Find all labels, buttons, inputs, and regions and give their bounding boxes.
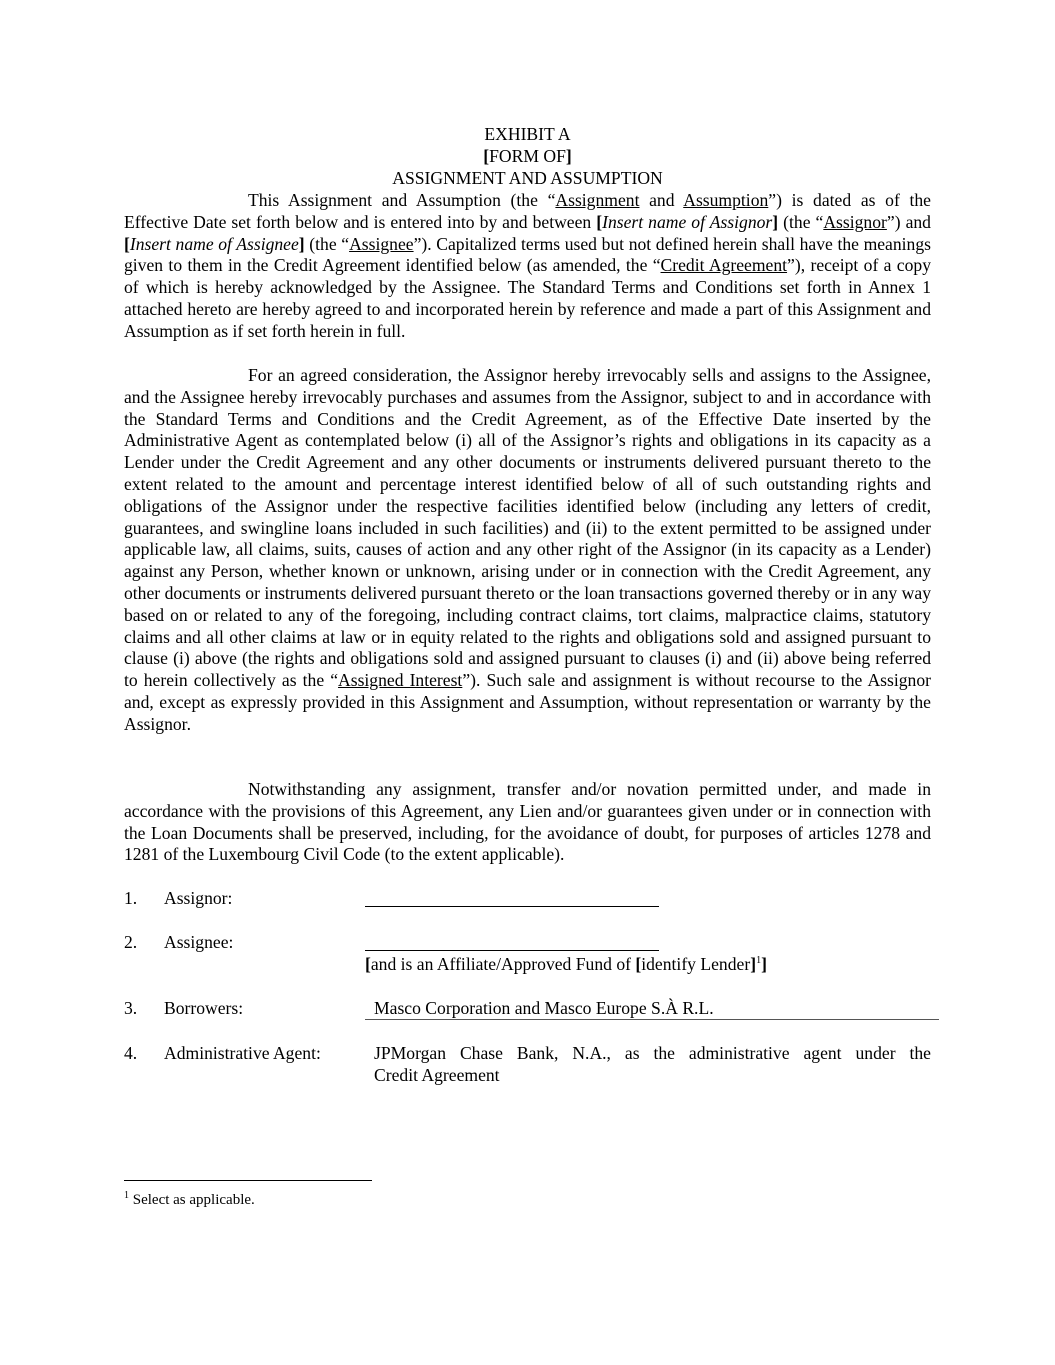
form-of-title: [FORM OF]	[483, 146, 572, 166]
document-title: ASSIGNMENT AND ASSUMPTION	[392, 168, 663, 188]
defined-term-assumption: Assumption	[683, 190, 769, 210]
affiliate-note-text: and is an Affiliate/Approved Fund of	[370, 954, 636, 974]
footnote-mark: 1	[124, 1190, 129, 1201]
luxembourg-paragraph	[124, 779, 931, 866]
defined-term-assignment: Assignment	[555, 190, 640, 210]
item-label: Borrowers:	[164, 998, 244, 1018]
p1-text-i: ”) and	[886, 211, 931, 232]
item-label: Administrative Agent:	[164, 1043, 321, 1063]
item-assignor	[124, 888, 939, 910]
item-number: 4.	[124, 1043, 138, 1063]
admin-agent-value-line1: JPMorgan Chase Bank, N.A., as the administrative agent under the	[374, 1043, 931, 1063]
p1-text-g: (the “	[778, 211, 824, 232]
affiliate-note: [and is an Affiliate/Approved Fund of [identify Lender]$^1$]	[365, 954, 767, 974]
defined-term-assigned-interest: Assigned Interest	[338, 670, 463, 691]
item-label: Assignee:	[164, 932, 234, 952]
footnote-reference[interactable]: 1	[756, 955, 762, 967]
defined-term-assignor: Assignor	[823, 211, 887, 232]
item-number: 1.	[124, 888, 138, 908]
item-label: Assignor:	[164, 888, 233, 908]
footnote	[124, 1191, 255, 1209]
p1-text-e: ”) is dated as of the Effective Date set forth below and is entered into by and between	[124, 190, 931, 232]
footnote-separator	[124, 1180, 372, 1181]
admin-agent-value-line2: Credit Agreement	[374, 1065, 500, 1085]
form-of-text: FORM OF	[489, 146, 566, 166]
p3-text-a: Notwithstanding any assignment, transfer and/or novation permitted under, and made in accordance with the provisions of this Agreement, any Lien and/or guarantees given under or in connection with the Loan Documents shall be preserved, including, for the avoidance of doubt, for purposes of articles 1278 and 1281 of the Luxembourg Civil Code (to the extent applicable).	[124, 779, 931, 865]
p2-text-a: For an agreed consideration, the Assignor hereby irrevocably sells and assigns to the Assignee, and the Assignee hereby irrevocably purchases and assumes from the Assignor, subject to and in accordance with the Standard Terms and Conditions and the Credit Agreement, as of the Effective Date inserted by the Administrative Agent as contemplated below (i) all of the Assignor’s rights and obligations in its capacity as a Lender under the Credit Agreement and any other documents or instruments delivered pursuant thereto to the extent related to the amount and percentage interest identified below of all of such outstanding rights and obligations of the Assignor under the respective facilities identified below (including any letters of credit, guarantees, and swingline loans included in such facilities) and (ii) to the extent permitted to be assigned under applicable law, all claims, suits, causes of action and any other right of the Assignor (in its capacity as a Lender) against any Person, whether known or unknown, arising under or in connection with the Credit Agreement, any other documents or instruments delivered pursuant thereto or the loan transactions governed thereby or in any way based on or related to any of the foregoing, including contract claims, tort claims, malpractice claims, statutory claims and all other claims at law or in equity related to the rights and obligations sold and assigned pursuant to clause (i) above (the rights and obligations sold and assigned pursuant to clauses (i) and (ii) above being referred to herein collectively as the “	[124, 365, 931, 691]
p1-text-k: (the “	[304, 233, 350, 254]
footnote-text: Select as applicable.	[129, 1192, 255, 1208]
item-number: 3.	[124, 998, 138, 1018]
p1-text-c: and	[639, 190, 684, 210]
item-number: 2.	[124, 932, 138, 952]
item-assignee	[124, 932, 939, 974]
p1-text-o: ”), receipt of a copy of which is hereby acknowledged by the Assignee. The Standard Terms and Conditions set forth in Annex 1 attached hereto are hereby agreed to and incorporated herein by reference and made a part of this Assignment and Assumption as if set forth herein in full.	[124, 255, 932, 341]
identify-lender-placeholder: identify Lender	[641, 954, 751, 974]
defined-term-credit-agreement: Credit Agreement	[660, 255, 788, 276]
borrowers-underline	[365, 1019, 939, 1020]
borrowers-value: Masco Corporation and Masco Europe S.À R.L.	[374, 998, 714, 1018]
consideration-paragraph	[124, 365, 931, 736]
assignor-blank-line[interactable]	[365, 906, 659, 907]
exhibit-title: EXHIBIT A	[484, 124, 571, 144]
defined-term-assignee: Assignee	[349, 233, 414, 254]
p2-text-c: ”). Such sale and assignment is without recourse to the Assignor and, except as expressly provided in this Assignment and Assumption, without representation or warranty by the Assignor.	[124, 670, 931, 734]
intro-paragraph: This Assignment and Assumption (the “Assignment and Assumption”) is dated as of the Effective Date set forth below and is entered into by and between [Insert name of Assignor] (the “Assignor”) and [Insert name of Assignee] (the “Assignee”). Capitalized terms used but not defined herein shall have the meanings given to them in the Credit Agreement identified below (as amended, the “Credit Agreement”), receipt of a copy of which is hereby acknowledged by the Assignee. The Standard Terms and Conditions set forth in Annex 1 attached hereto are hereby agreed to and incorporated herein by reference and made a part of this Assignment and Assumption as if set forth herein in full.	[124, 190, 932, 341]
p1-text-m: ”). Capitalized terms used but not defined herein shall have the meanings given to them in the Credit Agreement identified below (as amended, the “	[124, 233, 931, 276]
assignor-name-placeholder: Insert name of Assignor	[602, 211, 773, 232]
item-administrative-agent	[124, 1043, 939, 1087]
assignee-name-placeholder: Insert name of Assignee	[129, 233, 299, 254]
item-borrowers	[124, 998, 939, 1020]
p1-text-a: This Assignment and Assumption (the “	[248, 190, 556, 210]
assignee-blank-line[interactable]	[365, 950, 659, 951]
